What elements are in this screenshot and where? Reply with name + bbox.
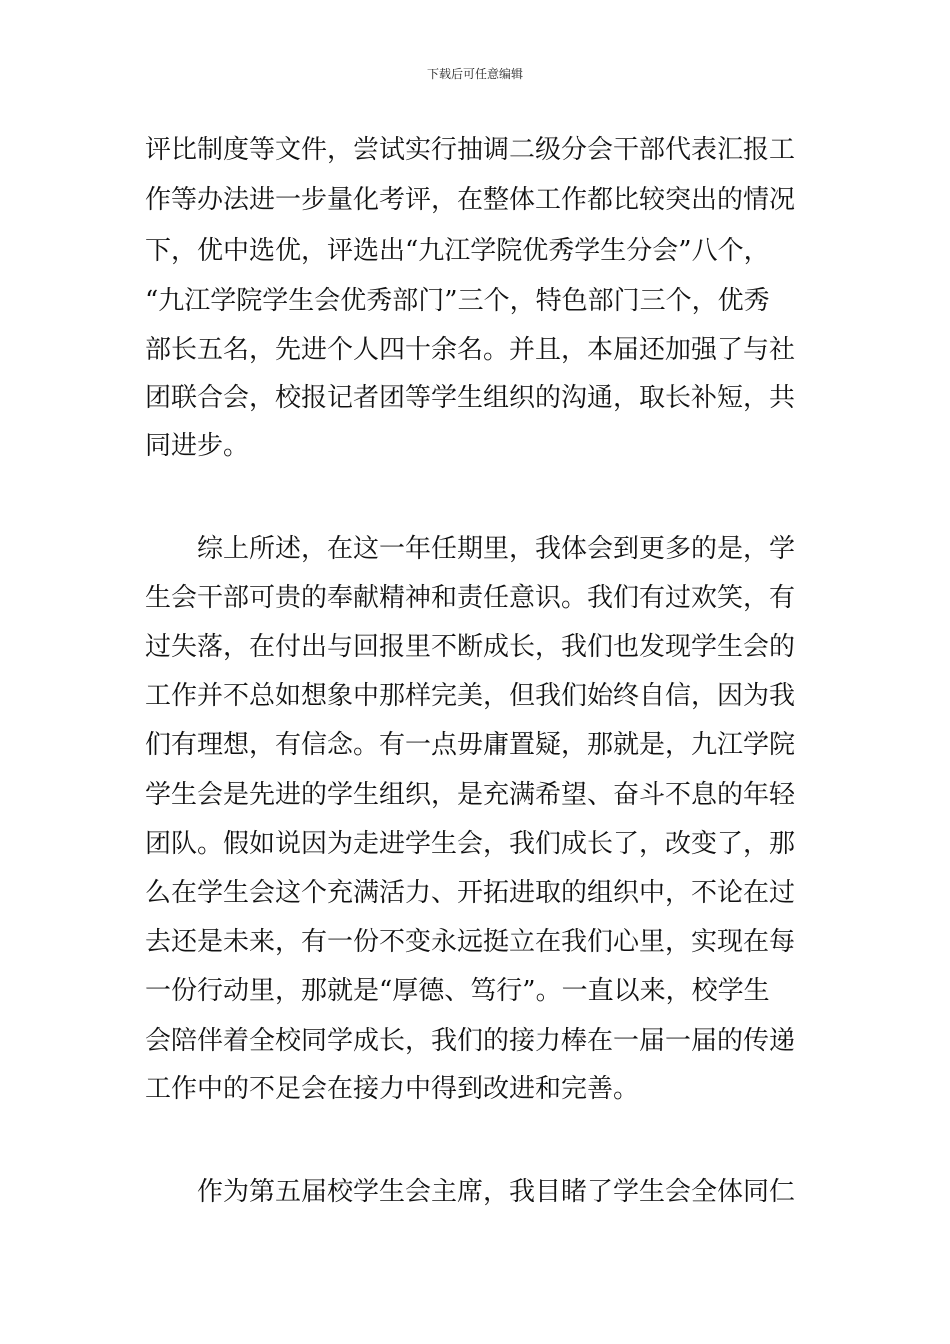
paragraph-2-line-2: 生会干部可贵的奉献精神和责任意识。我们有过欢笑，有 — [145, 583, 796, 613]
page-header: 下载后可任意编辑 — [426, 67, 523, 81]
paragraph-1-line-7: 同进步。 — [145, 431, 250, 461]
paragraph-1-line-4: “九江学院学生会优秀部门”三个，特色部门三个，优秀 — [145, 286, 770, 316]
paragraph-2-line-11: 会陪伴着全校同学成长，我们的接力棒在一届一届的传递 — [145, 1026, 796, 1056]
paragraph-2-line-8: 么在学生会这个充满活力、开拓进取的组织中，不论在过 — [145, 878, 796, 908]
paragraph-2-line-6: 学生会是先进的学生组织，是充满希望、奋斗不息的年轻 — [145, 780, 796, 810]
paragraph-1-line-2: 作等办法进一步量化考评，在整体工作都比较突出的情况 — [145, 185, 796, 215]
paragraph-1-line-6: 团联合会，校报记者团等学生组织的沟通，取长补短，共 — [145, 383, 796, 413]
paragraph-1-line-5: 部长五名，先进个人四十余名。并且，本届还加强了与社 — [145, 335, 796, 365]
paragraph-3-line-1: 作为第五届校学生会主席，我目睹了学生会全体同仁 — [197, 1177, 796, 1207]
paragraph-2-line-12: 工作中的不足会在接力中得到改进和完善。 — [145, 1074, 640, 1104]
paragraph-2-line-3: 过失落，在付出与回报里不断成长，我们也发现学生会的 — [145, 632, 796, 662]
paragraph-2-line-10: 一份行动里，那就是“厚德、笃行”。一直以来，校学生 — [145, 976, 770, 1006]
paragraph-2-line-9: 去还是未来，有一份不变永远挺立在我们心里，实现在每 — [145, 927, 796, 957]
paragraph-2-line-4: 工作并不总如想象中那样完美，但我们始终自信，因为我 — [145, 681, 796, 711]
paragraph-2-line-1: 综上所述，在这一年任期里，我体会到更多的是，学 — [197, 534, 796, 564]
paragraph-2-line-7: 团队。假如说因为走进学生会，我们成长了，改变了，那 — [145, 829, 796, 859]
paragraph-2-line-5: 们有理想，有信念。有一点毋庸置疑，那就是，九江学院 — [145, 730, 796, 760]
paragraph-1-line-1: 评比制度等文件，尝试实行抽调二级分会干部代表汇报工 — [145, 135, 796, 165]
paragraph-1-line-3: 下，优中选优，评选出“九江学院优秀学生分会”八个， — [145, 236, 770, 266]
